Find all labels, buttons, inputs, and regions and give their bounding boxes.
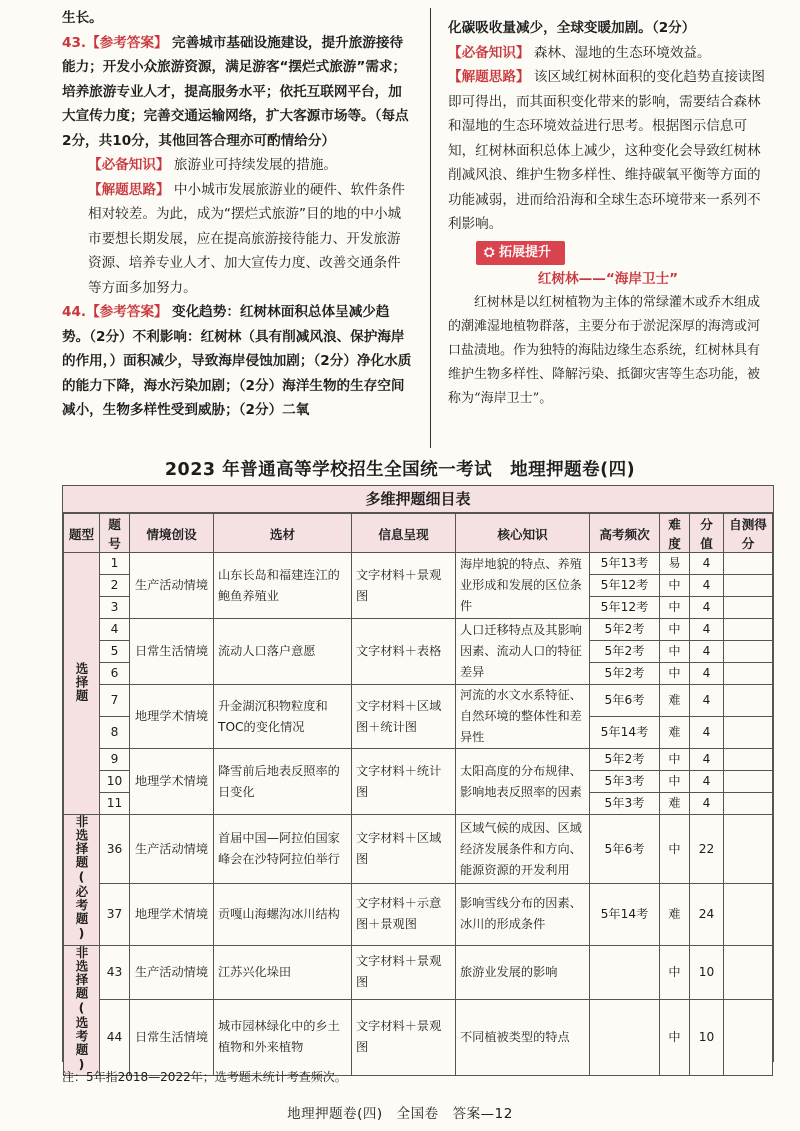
self-score-cell[interactable] xyxy=(724,945,773,999)
diff-cell: 中 xyxy=(660,641,690,663)
self-score-cell[interactable] xyxy=(724,884,773,945)
knowledge-cell: 区域气候的成因、区域经济发展条件和方向、能源资源的开发利用 xyxy=(456,815,590,884)
col-header: 题号 xyxy=(100,514,130,553)
expand-icon: ⛭ xyxy=(484,244,499,260)
col-header: 选材 xyxy=(214,514,352,553)
num-cell: 11 xyxy=(100,793,130,815)
diff-cell: 中 xyxy=(660,663,690,685)
question-44-thinking: 该区域红树林面积的变化趋势直接读图即可得出，而其面积变化带来的影响，需要结合森林和湿地的生态环境效益进行思考。根据图示信息可知，红树林面积总体上减少，这种变化会导致红树林削减风浪、维护生物多样性、维持碳氧平衡等方面的功能减弱，进而给沿海和全球生态环境带来一系列不利影响。 xyxy=(448,69,765,232)
num-cell: 6 xyxy=(100,663,130,685)
document-title: 2023 年普通高等学校招生全国统一考试 地理押题卷(四) xyxy=(164,460,636,480)
diff-cell: 中 xyxy=(660,575,690,597)
knowledge-cell: 不同植被类型的特点 xyxy=(456,999,590,1075)
num-cell: 10 xyxy=(100,771,130,793)
freq-cell: 5年2考 xyxy=(590,663,660,685)
freq-cell: 5年6考 xyxy=(590,815,660,884)
freq-cell: 5年3考 xyxy=(590,793,660,815)
question-44-number: 44. xyxy=(62,304,87,320)
knowledge-tag: 【必备知识】 xyxy=(448,44,530,61)
col-header: 难度 xyxy=(660,514,690,553)
score-cell: 4 xyxy=(690,793,724,815)
freq-cell: 5年2考 xyxy=(590,619,660,641)
table-row xyxy=(64,619,773,641)
diff-cell: 中 xyxy=(660,771,690,793)
self-score-cell[interactable] xyxy=(724,999,773,1075)
table-row xyxy=(64,884,773,945)
num-cell: 43 xyxy=(100,945,130,999)
knowledge-cell: 影响雪线分布的因素、冰川的形成条件 xyxy=(456,884,590,945)
num-cell: 5 xyxy=(100,641,130,663)
table-row xyxy=(64,749,773,771)
table-header-row xyxy=(64,514,773,553)
diff-cell: 中 xyxy=(660,945,690,999)
diff-cell: 难 xyxy=(660,717,690,749)
knowledge-cell: 旅游业发展的影响 xyxy=(456,945,590,999)
table-row xyxy=(64,999,773,1075)
self-score-cell[interactable] xyxy=(724,815,773,884)
situation-cell: 地理学术情境 xyxy=(130,884,214,945)
info-cell: 文字材料＋示意图＋景观图 xyxy=(352,884,456,945)
self-score-cell[interactable] xyxy=(724,793,773,815)
detail-table-container xyxy=(62,485,774,1072)
self-score-cell[interactable] xyxy=(724,619,773,641)
question-44-knowledge: 森林、湿地的生态环境效益。 xyxy=(533,44,711,61)
question-43-number: 43. xyxy=(62,34,87,51)
answer-tag: 【参考答案】 xyxy=(86,34,168,51)
diff-cell: 中 xyxy=(660,597,690,619)
col-header: 信息呈现 xyxy=(352,514,456,553)
info-cell: 文字材料＋统计图 xyxy=(352,749,456,815)
material-cell: 升金湖沉积物粒度和TOC的变化情况 xyxy=(214,685,352,749)
self-score-cell[interactable] xyxy=(724,553,773,575)
score-cell: 22 xyxy=(690,815,724,884)
num-cell: 7 xyxy=(100,685,130,717)
col-header: 题型 xyxy=(64,514,100,553)
question-44-answer: 变化趋势：红树林面积总体呈减少趋势。（2分）不利影响：红树林（具有削减风浪、保护海岸的作用，）面积减少，导致海岸侵蚀加剧；（2分）净化水质的能力下降，海水污染加剧；（2分）海洋生物的生存空间减小，生物多样性受到威胁；（2分）二氧 xyxy=(62,304,412,418)
score-cell: 4 xyxy=(690,597,724,619)
diff-cell: 中 xyxy=(660,999,690,1075)
num-cell: 4 xyxy=(100,619,130,641)
col-header: 自测得分 xyxy=(724,514,773,553)
num-cell: 3 xyxy=(100,597,130,619)
material-cell: 首届中国—阿拉伯国家峰会在沙特阿拉伯举行 xyxy=(214,815,352,884)
knowledge-cell: 太阳高度的分布规律、影响地表反照率的因素 xyxy=(456,749,590,815)
diff-cell: 中 xyxy=(660,619,690,641)
self-score-cell[interactable] xyxy=(724,749,773,771)
num-cell: 1 xyxy=(100,553,130,575)
score-cell: 10 xyxy=(690,945,724,999)
num-cell: 2 xyxy=(100,575,130,597)
freq-cell: 5年2考 xyxy=(590,641,660,663)
num-cell: 37 xyxy=(100,884,130,945)
info-cell: 文字材料＋景观图 xyxy=(352,999,456,1075)
situation-cell: 地理学术情境 xyxy=(130,685,214,749)
page-footer: 地理押题卷(四) 全国卷 答案—12 xyxy=(287,1106,513,1122)
freq-cell: 5年14考 xyxy=(590,884,660,945)
num-cell: 44 xyxy=(100,999,130,1075)
num-cell: 8 xyxy=(100,717,130,749)
score-cell: 4 xyxy=(690,575,724,597)
knowledge-cell: 人口迁移特点及其影响因素、流动人口的特征差异 xyxy=(456,619,590,685)
score-cell: 10 xyxy=(690,999,724,1075)
expand-badge xyxy=(476,241,565,265)
col-header: 分值 xyxy=(690,514,724,553)
column-divider xyxy=(430,8,431,448)
situation-cell: 生产活动情境 xyxy=(130,815,214,884)
info-cell: 文字材料＋景观图 xyxy=(352,553,456,619)
diff-cell: 难 xyxy=(660,685,690,717)
self-score-cell[interactable] xyxy=(724,597,773,619)
type-cell-choice: 选择题 xyxy=(64,553,100,815)
expand-body: 红树林是以红树植物为主体的常绿灌木或乔木组成的潮滩湿地植物群落，主要分布于淤泥深厚的海湾或河口盐渍地。作为独特的海陆边缘生态系统，红树林具有维护生物多样性、降解污染、抵御灾害等生态功能，被称为“海岸卫士”。 xyxy=(448,295,761,406)
freq-cell: 5年6考 xyxy=(590,685,660,717)
question-43-thinking: 中小城市发展旅游业的硬件、软件条件相对较差。为此，成为“摆烂式旅游”目的地的中小城市要想长期发展，应在提高旅游接待能力、开发旅游资源、培养专业人才、加大宣传力度、改善交通条件等方面多加努力。 xyxy=(88,181,405,296)
col-header: 高考频次 xyxy=(590,514,660,553)
question-44-answer-cont: 化碳吸收量减少，全球变暖加剧。（2分） xyxy=(448,20,696,36)
table-row xyxy=(64,815,773,884)
self-score-cell[interactable] xyxy=(724,685,773,717)
score-cell: 24 xyxy=(690,884,724,945)
question-43-knowledge: 旅游业可持续发展的措施。 xyxy=(173,157,338,173)
score-cell: 4 xyxy=(690,717,724,749)
situation-cell: 生产活动情境 xyxy=(130,945,214,999)
info-cell: 文字材料＋景观图 xyxy=(352,945,456,999)
self-score-cell[interactable] xyxy=(724,771,773,793)
diff-cell: 中 xyxy=(660,749,690,771)
knowledge-cell: 海岸地貌的特点、养殖业形成和发展的区位条件 xyxy=(456,553,590,619)
detail-table xyxy=(63,513,773,1076)
score-cell: 4 xyxy=(690,641,724,663)
diff-cell: 难 xyxy=(660,793,690,815)
freq-cell: 5年14考 xyxy=(590,717,660,749)
situation-cell: 日常生活情境 xyxy=(130,619,214,685)
question-43-answer: 完善城市基础设施建设，提升旅游接待能力；开发小众旅游资源，满足游客“摆烂式旅游”需求；培养旅游专业人才，提高服务水平；依托互联网平台，加大宣传力度；完善交通运输网络，扩大客源市场等。（每点2分，共10分，其他回答合理亦可酌情给分） xyxy=(62,34,409,149)
freq-cell: 5年13考 xyxy=(590,553,660,575)
self-score-cell[interactable] xyxy=(724,575,773,597)
score-cell: 4 xyxy=(690,749,724,771)
freq-cell: 5年12考 xyxy=(590,575,660,597)
expand-title: 红树林——“海岸卫士” xyxy=(537,270,679,287)
material-cell: 降雪前后地表反照率的日变化 xyxy=(214,749,352,815)
material-cell: 流动人口落户意愿 xyxy=(214,619,352,685)
answer-tag: 【参考答案】 xyxy=(86,304,168,320)
freq-cell: 5年3考 xyxy=(590,771,660,793)
num-cell: 36 xyxy=(100,815,130,884)
material-cell: 贡嘎山海螺沟冰川结构 xyxy=(214,884,352,945)
info-cell: 文字材料＋区域图＋统计图 xyxy=(352,685,456,749)
freq-cell xyxy=(590,999,660,1075)
col-header: 核心知识 xyxy=(456,514,590,553)
carryover-text: 生长。 xyxy=(62,10,103,26)
diff-cell: 中 xyxy=(660,815,690,884)
score-cell: 4 xyxy=(690,771,724,793)
score-cell: 4 xyxy=(690,685,724,717)
score-cell: 4 xyxy=(690,619,724,641)
knowledge-cell: 河流的水文水系特征、自然环境的整体性和差异性 xyxy=(456,685,590,749)
info-cell: 文字材料＋表格 xyxy=(352,619,456,685)
info-cell: 文字材料＋区域图 xyxy=(352,815,456,884)
table-title: 多维押题细目表 xyxy=(63,486,773,513)
situation-cell: 日常生活情境 xyxy=(130,999,214,1075)
self-score-cell[interactable] xyxy=(724,641,773,663)
self-score-cell[interactable] xyxy=(724,717,773,749)
col-header: 情境创设 xyxy=(130,514,214,553)
freq-cell xyxy=(590,945,660,999)
knowledge-tag: 【必备知识】 xyxy=(88,157,170,173)
situation-cell: 生产活动情境 xyxy=(130,553,214,619)
freq-cell: 5年12考 xyxy=(590,597,660,619)
score-cell: 4 xyxy=(690,663,724,685)
table-row xyxy=(64,945,773,999)
left-column xyxy=(62,6,414,423)
score-cell: 4 xyxy=(690,553,724,575)
type-cell-elective: 非选择题(选考题) xyxy=(64,945,100,1076)
freq-cell: 5年2考 xyxy=(590,749,660,771)
material-cell: 江苏兴化垛田 xyxy=(214,945,352,999)
num-cell: 9 xyxy=(100,749,130,771)
material-cell: 山东长岛和福建连江的鲍鱼养殖业 xyxy=(214,553,352,619)
self-score-cell[interactable] xyxy=(724,663,773,685)
table-note: 注：5年指2018—2022年；选考题未统计考查频次。 xyxy=(62,1070,347,1084)
material-cell: 城市园林绿化中的乡土植物和外来植物 xyxy=(214,999,352,1075)
thinking-tag: 【解题思路】 xyxy=(88,181,170,198)
thinking-tag: 【解题思路】 xyxy=(448,69,530,85)
expand-label: 拓展提升 xyxy=(498,244,551,260)
type-cell-required: 非选择题(必考题) xyxy=(64,815,100,946)
situation-cell: 地理学术情境 xyxy=(130,749,214,815)
diff-cell: 难 xyxy=(660,884,690,945)
table-row xyxy=(64,685,773,717)
table-row xyxy=(64,553,773,575)
right-column xyxy=(448,16,768,411)
diff-cell: 易 xyxy=(660,553,690,575)
